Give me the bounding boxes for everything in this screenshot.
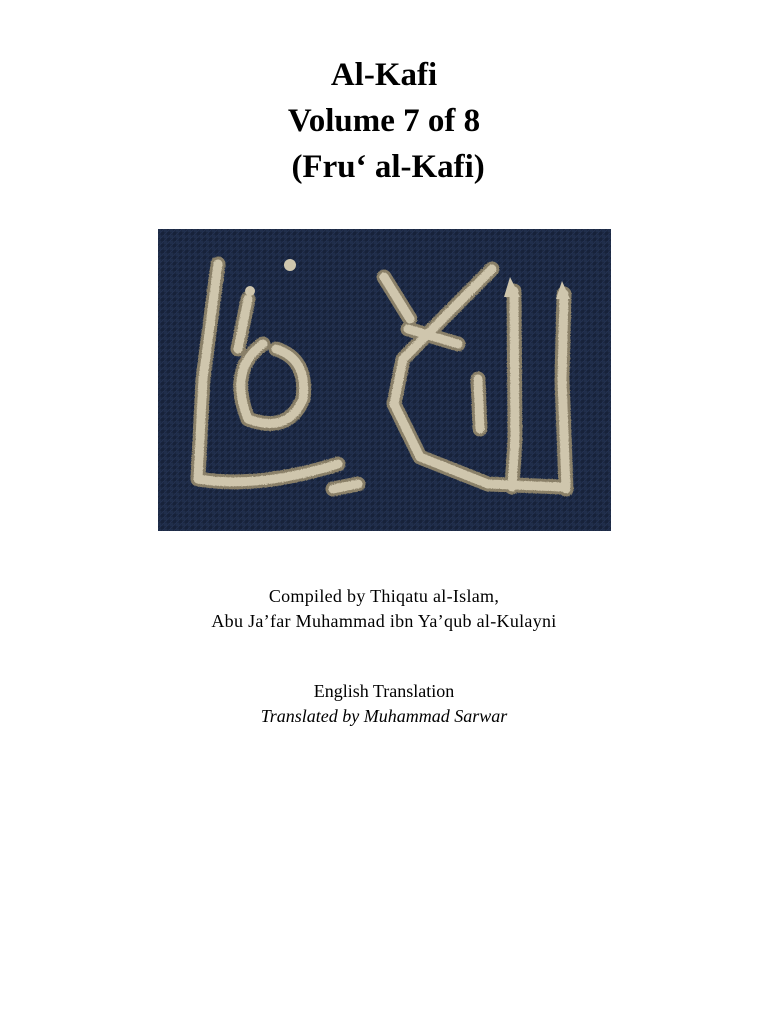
- arabic-calligraphy-al-kafi-image: [158, 229, 611, 531]
- book-title: Al-Kafi: [330, 57, 438, 93]
- title-block: [0, 52, 768, 190]
- compiler-info: [0, 584, 768, 634]
- volume-label: Volume 7 of 8: [287, 103, 481, 139]
- translation-info: [0, 679, 768, 729]
- compiled-by-line: Compiled by Thiqatu al-Islam,: [268, 586, 500, 606]
- translator-credit: Translated by Muhammad Sarwar: [260, 706, 508, 726]
- translation-label: English Translation: [313, 681, 455, 701]
- subtitle: (Fru‘ al-Kafi): [283, 149, 485, 185]
- compiler-name: Abu Ja’far Muhammad ibn Ya’qub al-Kulayni: [211, 611, 557, 631]
